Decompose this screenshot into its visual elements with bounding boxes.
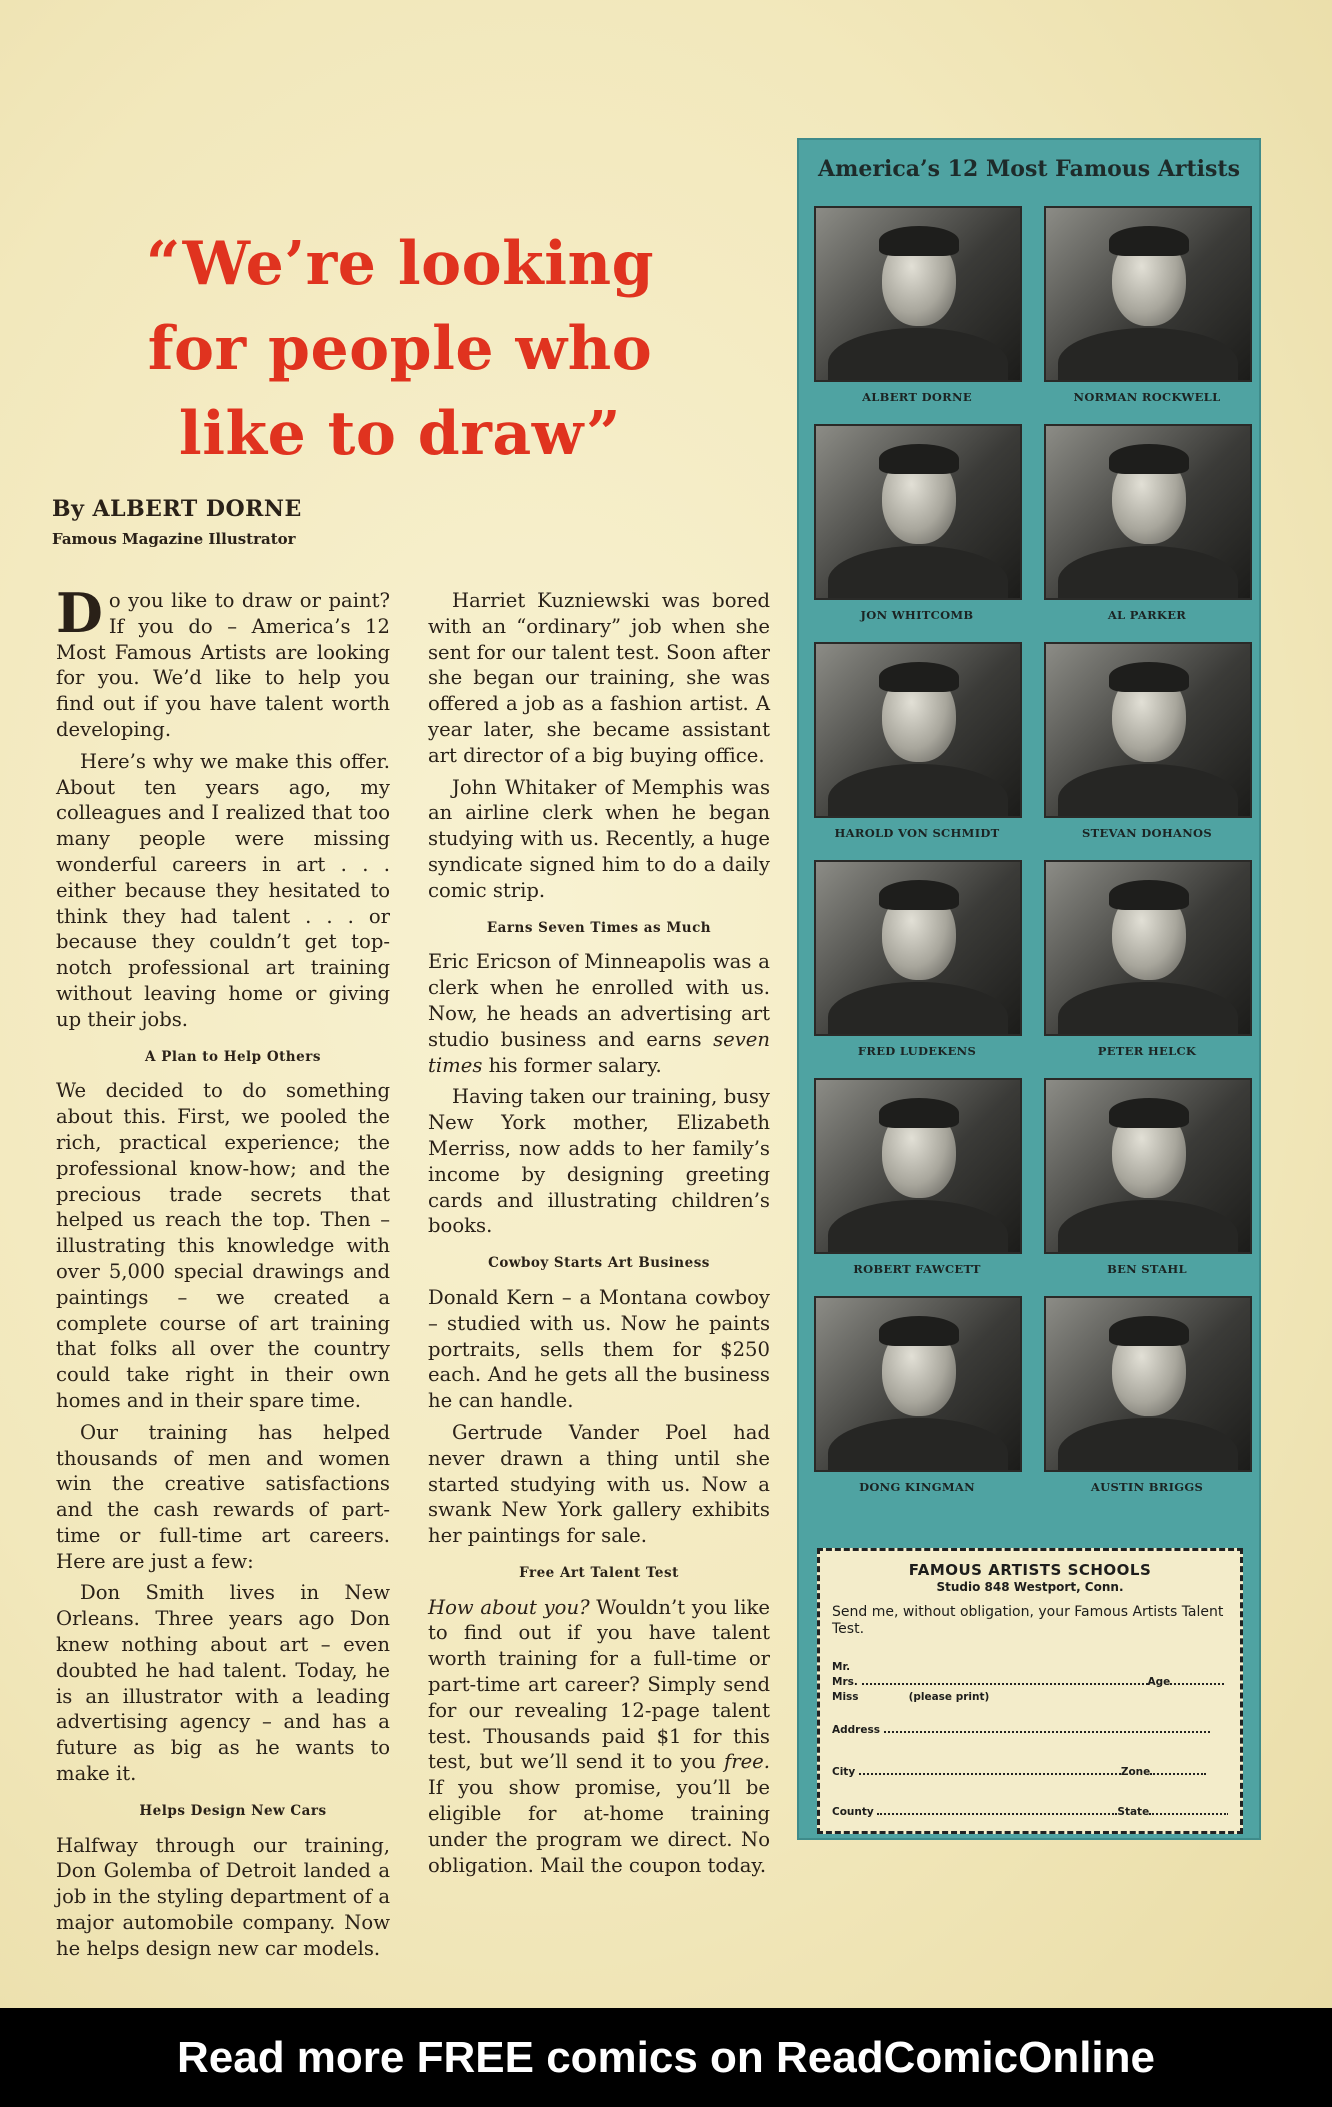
footer-banner[interactable] bbox=[0, 2008, 1332, 2107]
paragraph-text: Eric Ericson of Minneapolis was a clerk when he enrolled with us. Now, he heads an advertising art studio business and earns bbox=[428, 950, 770, 1051]
emphasis: free. bbox=[723, 1750, 770, 1774]
zone-line[interactable] bbox=[1150, 1765, 1206, 1775]
artist-portrait bbox=[814, 424, 1022, 600]
artist-name: BEN STAHL bbox=[1107, 1262, 1187, 1276]
artist-name: FRED LUDEKENS bbox=[857, 1044, 977, 1058]
coupon[interactable] bbox=[817, 1548, 1243, 1834]
paragraph bbox=[428, 949, 770, 1078]
artist-name: AL PARKER bbox=[1107, 608, 1187, 622]
emphasis: seven times bbox=[428, 1027, 770, 1077]
headline bbox=[120, 222, 680, 477]
headline-line-3: like to draw” bbox=[178, 399, 622, 469]
artist-name: PETER HELCK bbox=[1097, 1044, 1197, 1058]
field-label: City bbox=[832, 1766, 856, 1778]
coupon-message: Send me, without obligation, your Famous Artists Talent Test. bbox=[832, 1604, 1224, 1637]
subheading: Earns Seven Times as Much bbox=[486, 919, 712, 936]
panel-title: America’s 12 Most Famous Artists bbox=[818, 156, 1240, 182]
artist-portrait bbox=[814, 1078, 1022, 1254]
paragraph: Having taken our training, busy New York mother, Elizabeth Merriss, now adds to her family’s income by designing greeting cards and illustrating children’s books. bbox=[428, 1085, 770, 1238]
field-label: State bbox=[1117, 1806, 1150, 1818]
byline-role: Famous Magazine Illustrator bbox=[52, 530, 296, 548]
artist-portrait bbox=[1044, 860, 1252, 1036]
artist-name: NORMAN ROCKWELL bbox=[1073, 390, 1221, 404]
artist-portrait bbox=[814, 206, 1022, 382]
coupon-field-miss bbox=[832, 1691, 1228, 1703]
paragraph: Donald Kern – a Montana cowboy – studied with us. Now he paints portraits, sells them for $250 each. And he gets all the business he can handle. bbox=[428, 1285, 770, 1413]
headline-line-2: for people who bbox=[147, 314, 653, 384]
coupon-title: FAMOUS ARTISTS SCHOOLS bbox=[908, 1561, 1152, 1579]
field-label: Miss bbox=[832, 1691, 859, 1703]
artist-name: JON WHITCOMB bbox=[860, 608, 974, 622]
artist-name: ALBERT DORNE bbox=[862, 390, 972, 404]
field-label: Zone bbox=[1120, 1766, 1151, 1778]
subheading: Free Art Talent Test bbox=[519, 1564, 679, 1581]
article-column-1 bbox=[56, 581, 390, 1968]
paragraph: Harriet Kuzniewski was bored with an “ordinary” job when she sent for our talent test. Soon after she began our training, she was offered a job as a fashion artist. A year later, she became assistant art director of a big buying office. bbox=[428, 589, 770, 767]
paragraph-text: o you like to draw or paint? If you do – America’s 12 Most Famous Artists are looking for you. We’d like to help you find out if you have talent worth developing. bbox=[56, 589, 390, 741]
city-line[interactable] bbox=[859, 1765, 1121, 1775]
paragraph-text: Wouldn’t you like to find out if you have talent worth training for a full-time or part-time art career? Simply send for our revealing 12-page talent test. Thousands paid $1 for this test, but we’ll send it to you bbox=[428, 1595, 770, 1774]
headline-line-1: “We’re looking bbox=[145, 229, 655, 299]
state-line[interactable] bbox=[1149, 1805, 1228, 1815]
coupon-field-city[interactable] bbox=[832, 1765, 1228, 1778]
field-label: Mrs. bbox=[832, 1676, 858, 1688]
field-hint: (please print) bbox=[908, 1691, 990, 1703]
artist-portrait bbox=[1044, 642, 1252, 818]
coupon-address: Studio 848 Westport, Conn. bbox=[936, 1580, 1124, 1594]
artist-name: ROBERT FAWCETT bbox=[853, 1262, 981, 1276]
artist-name: AUSTIN BRIGGS bbox=[1090, 1480, 1204, 1494]
paragraph: John Whitaker of Memphis was an airline clerk when he began studying with us. Recently, a huge syndicate signed him to do a daily comic strip. bbox=[428, 775, 770, 902]
subheading: Cowboy Starts Art Business bbox=[488, 1255, 710, 1272]
paragraph: We decided to do something about this. First, we pooled the rich, practical experience; the professional know-how; and the precious trade secrets that helped us reach the top. Then – illustrating this knowledge with over 5,000 special drawings and paintings – we created a complete course of art training that folks all over the country could take right in their own homes and in their spare time. bbox=[56, 1079, 390, 1412]
paragraph bbox=[428, 1595, 770, 1879]
address-line[interactable] bbox=[884, 1723, 1210, 1733]
county-line[interactable] bbox=[877, 1805, 1117, 1815]
paragraph: Gertrude Vander Poel had never drawn a thing until she started studying with us. Now a swank New York gallery exhibits her paintings for sale. bbox=[428, 1420, 770, 1548]
paragraph-text: If you show promise, you’ll be eligible for at-home training under the program we direct. No obligation. Mail the coupon today. bbox=[428, 1776, 770, 1877]
artist-name: HAROLD VON SCHMIDT bbox=[834, 826, 1000, 840]
paragraph-text: his former salary. bbox=[482, 1053, 662, 1077]
paragraph bbox=[56, 581, 390, 743]
byline-author: By ALBERT DORNE bbox=[52, 496, 302, 522]
coupon-field-name[interactable] bbox=[832, 1675, 1228, 1688]
age-line[interactable] bbox=[1170, 1675, 1224, 1685]
paragraph: Here’s why we make this offer. About ten years ago, my colleagues and I realized that too many people were missing wonderful careers in art . . . either because they hesitated to think they had talent . . . or because they couldn’t get top-notch professional art training without leaving home or giving up their jobs. bbox=[56, 749, 390, 1031]
coupon-field-county[interactable] bbox=[832, 1805, 1228, 1818]
footer-text[interactable]: Read more FREE comics on ReadComicOnline bbox=[176, 2033, 1155, 2082]
artist-portrait bbox=[1044, 424, 1252, 600]
name-line[interactable] bbox=[862, 1675, 1148, 1685]
artist-portrait bbox=[814, 642, 1022, 818]
paragraph: Don Smith lives in New Orleans. Three years ago Don knew nothing about art – even doubted he had talent. Today, he is an illustrator with a leading advertising agency – and has a future as big as he wants to make it. bbox=[56, 1581, 390, 1786]
subheading: A Plan to Help Others bbox=[145, 1048, 321, 1065]
byline bbox=[52, 496, 302, 548]
drop-cap: D bbox=[56, 581, 103, 645]
artist-portrait bbox=[1044, 1296, 1252, 1472]
paragraph: Halfway through our training, Don Golemba of Detroit landed a job in the styling department of a major automobile company. Now he helps design new car models. bbox=[56, 1833, 390, 1960]
artist-name: DONG KINGMAN bbox=[859, 1480, 975, 1494]
field-label: County bbox=[832, 1806, 874, 1818]
field-label: Mr. bbox=[832, 1661, 851, 1673]
paragraph: Our training has helped thousands of men and women win the creative satisfactions and the cash rewards of part-time or full-time art careers. Here are just a few: bbox=[56, 1420, 390, 1573]
coupon-field-address[interactable] bbox=[832, 1723, 1228, 1736]
artist-name: STEVAN DOHANOS bbox=[1082, 826, 1212, 840]
artist-portrait bbox=[814, 1296, 1022, 1472]
subheading: Helps Design New Cars bbox=[139, 1802, 327, 1819]
artist-portrait bbox=[1044, 1078, 1252, 1254]
coupon-field-mr bbox=[832, 1661, 1228, 1673]
field-label: Address bbox=[832, 1724, 880, 1736]
famous-artists-panel bbox=[797, 138, 1261, 1840]
field-label: Age bbox=[1147, 1676, 1171, 1688]
artist-portrait bbox=[1044, 206, 1252, 382]
article-column-2 bbox=[428, 588, 770, 1884]
artist-portrait bbox=[814, 860, 1022, 1036]
emphasis: How about you? bbox=[428, 1595, 590, 1619]
